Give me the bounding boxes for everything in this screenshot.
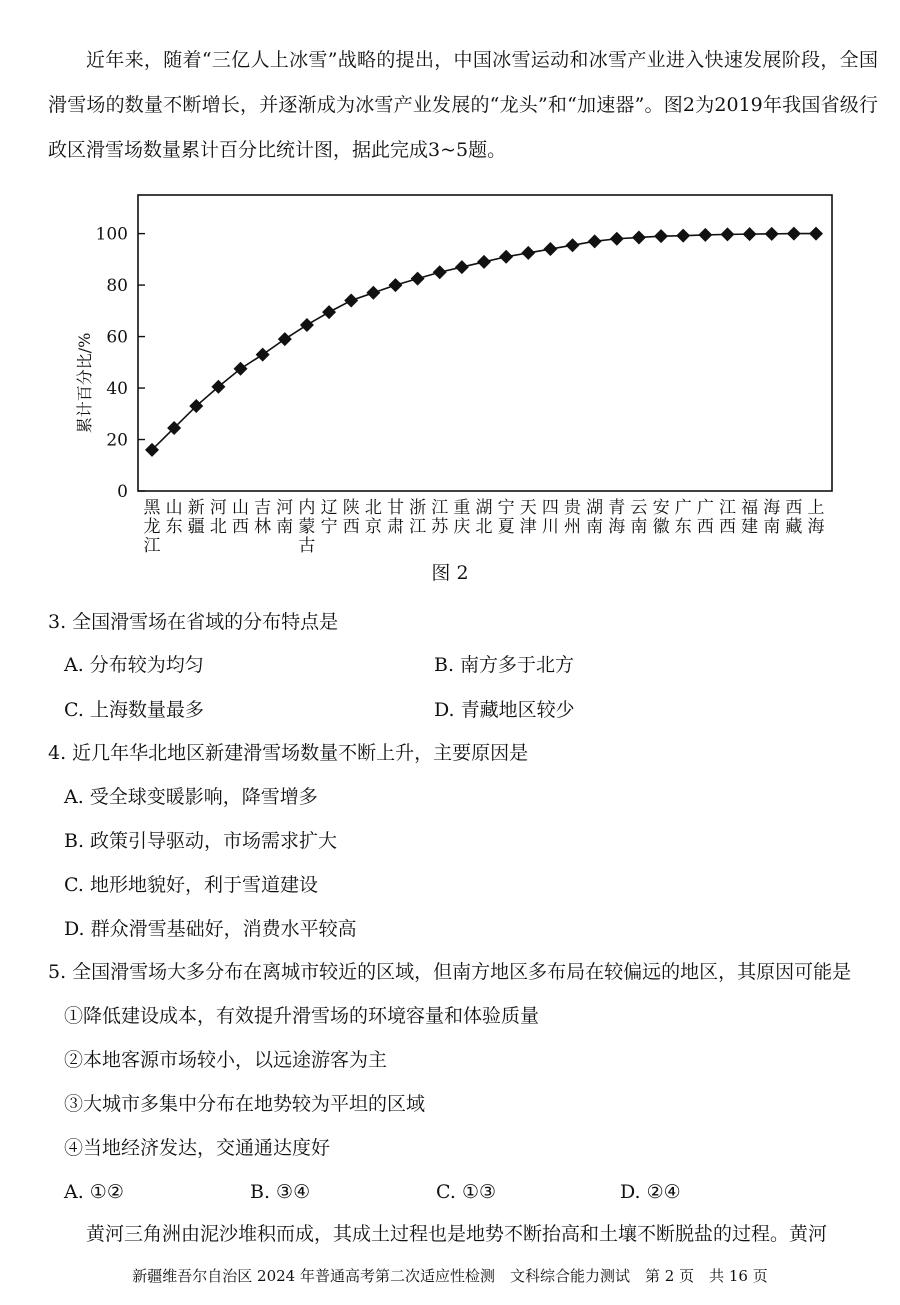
data-point-diamond: [765, 227, 779, 241]
x-category-label: 陕西: [342, 498, 360, 537]
x-category-label: 辽宁: [320, 498, 338, 537]
question-5-option-b[interactable]: B. ③④: [250, 1181, 311, 1203]
question-5-stem: 5. 全国滑雪场大多分布在离城市较近的区域，但南方地区多布局在较偏远的地区，其原因可能是: [48, 961, 852, 983]
x-category-label: 河北: [209, 498, 227, 537]
data-point-diamond: [366, 286, 380, 300]
data-point-diamond: [543, 242, 557, 256]
question-4-option-b[interactable]: B. 政策引导驱动，市场需求扩大: [64, 830, 338, 852]
x-category-label: 天津: [519, 498, 537, 537]
data-point-diamond: [388, 278, 402, 292]
data-point-diamond: [566, 238, 580, 252]
question-4-option-a[interactable]: A. 受全球变暖影响，降雪增多: [64, 786, 318, 808]
y-tick-label: 80: [106, 276, 128, 297]
x-category-label: 江西: [718, 498, 736, 537]
data-point-diamond: [809, 227, 823, 241]
question-3-option-b[interactable]: B. 南方多于北方: [434, 654, 575, 676]
x-category-label: 湖北: [475, 498, 493, 537]
x-category-label: 浙江: [409, 498, 427, 537]
x-category-label: 甘肃: [386, 498, 404, 537]
x-category-label: 山西: [232, 498, 250, 537]
data-point-diamond: [433, 265, 447, 279]
question-5-statement-3: ③大城市多集中分布在地势较为平坦的区域: [64, 1093, 426, 1115]
x-category-label: 河南: [276, 498, 294, 537]
x-category-label: 云南: [630, 498, 648, 537]
question-3-option-d[interactable]: D. 青藏地区较少: [434, 699, 575, 721]
x-category-label: 广西: [696, 498, 714, 537]
figure-caption: 图 2: [431, 562, 469, 584]
question-5-option-c[interactable]: C. ①③: [436, 1181, 497, 1203]
data-point-diamond: [698, 228, 712, 242]
x-category-label: 重庆: [453, 498, 471, 537]
data-point-diamond: [322, 305, 336, 319]
data-point-diamond: [720, 227, 734, 241]
x-category-label: 上海: [807, 498, 825, 537]
data-point-diamond: [743, 227, 757, 241]
question-5-statement-1: ①降低建设成本，有效提升滑雪场的环境容量和体验质量: [64, 1005, 540, 1027]
data-point-diamond: [521, 246, 535, 260]
y-tick-label: 0: [117, 482, 128, 502]
x-category-label: 安徽: [652, 498, 670, 537]
y-tick-label: 60: [106, 327, 128, 348]
data-point-diamond: [411, 272, 425, 286]
question-5-statement-4: ④当地经济发达，交通通达度好: [64, 1137, 331, 1159]
question-4-option-d[interactable]: D. 群众滑雪基础好，消费水平较高: [64, 918, 357, 940]
x-category-label: 广东: [674, 498, 692, 537]
data-point-diamond: [654, 229, 668, 243]
page-footer: 新疆维吾尔自治区 2024 年普通高考第二次适应性检测 文科综合能力测试 第 2 页 共 16 页: [132, 1267, 768, 1285]
data-point-diamond: [676, 229, 690, 243]
data-point-diamond: [499, 250, 513, 264]
data-point-diamond: [278, 332, 292, 346]
y-tick-label: 40: [106, 379, 128, 400]
data-point-diamond: [610, 232, 624, 246]
x-category-label: 内蒙古: [298, 498, 316, 555]
y-axis-title: 累计百分比/%: [75, 332, 94, 434]
x-category-label: 湖南: [586, 498, 604, 537]
question-4-option-c[interactable]: C. 地形地貌好，利于雪道建设: [64, 874, 318, 896]
x-category-label: 海南: [763, 498, 781, 537]
question-3-option-c[interactable]: C. 上海数量最多: [64, 699, 204, 721]
x-category-label: 青海: [608, 498, 626, 537]
data-point-diamond: [344, 294, 358, 308]
x-category-label: 西藏: [785, 498, 803, 537]
x-category-label: 贵州: [564, 498, 582, 537]
data-point-diamond: [256, 348, 270, 362]
cumulative-percentage-chart: [70, 185, 840, 555]
data-point-diamond: [787, 227, 801, 241]
intro-paragraph: 近年来，随着“三亿人上冰雪”战略的提出，中国冰雪运动和冰雪产业进入快速发展阶段，全国滑雪场的数量不断增长，并逐渐成为冰雪产业发展的“龙头”和“加速器”。图2为2019年我国省级行政区滑雪场数量累计百分比统计图，据此完成3~5题。: [48, 49, 878, 161]
x-category-label: 福建: [741, 498, 759, 537]
data-point-diamond: [300, 318, 314, 332]
data-point-diamond: [632, 230, 646, 244]
x-category-label: 吉林: [254, 498, 272, 537]
data-point-diamond: [455, 260, 469, 274]
x-category-label: 山东: [165, 498, 183, 537]
x-category-label: 北京: [364, 498, 382, 537]
x-category-label: 宁夏: [497, 498, 515, 537]
y-tick-label: 20: [106, 430, 128, 451]
y-tick-label: 100: [95, 224, 128, 245]
x-category-label: 四川: [541, 498, 559, 537]
question-5-statement-2: ②本地客源市场较小，以远途游客为主: [64, 1049, 388, 1071]
question-5-option-a[interactable]: A. ①②: [64, 1181, 124, 1203]
next-passage: 黄河三角洲由泥沙堆积而成，其成土过程也是地势不断抬高和土壤不断脱盐的过程。黄河: [86, 1223, 828, 1245]
x-category-label: 江苏: [431, 498, 449, 537]
data-point-diamond: [477, 255, 491, 269]
question-3-stem: 3. 全国滑雪场在省域的分布特点是: [48, 611, 339, 633]
question-3-option-a[interactable]: A. 分布较为均匀: [64, 654, 204, 676]
data-point-diamond: [588, 234, 602, 248]
x-category-label: 新疆: [187, 498, 205, 537]
x-category-label: 黑龙江: [143, 498, 161, 555]
question-5-option-d[interactable]: D. ②④: [620, 1181, 681, 1203]
question-4-stem: 4. 近几年华北地区新建滑雪场数量不断上升，主要原因是: [48, 742, 529, 764]
